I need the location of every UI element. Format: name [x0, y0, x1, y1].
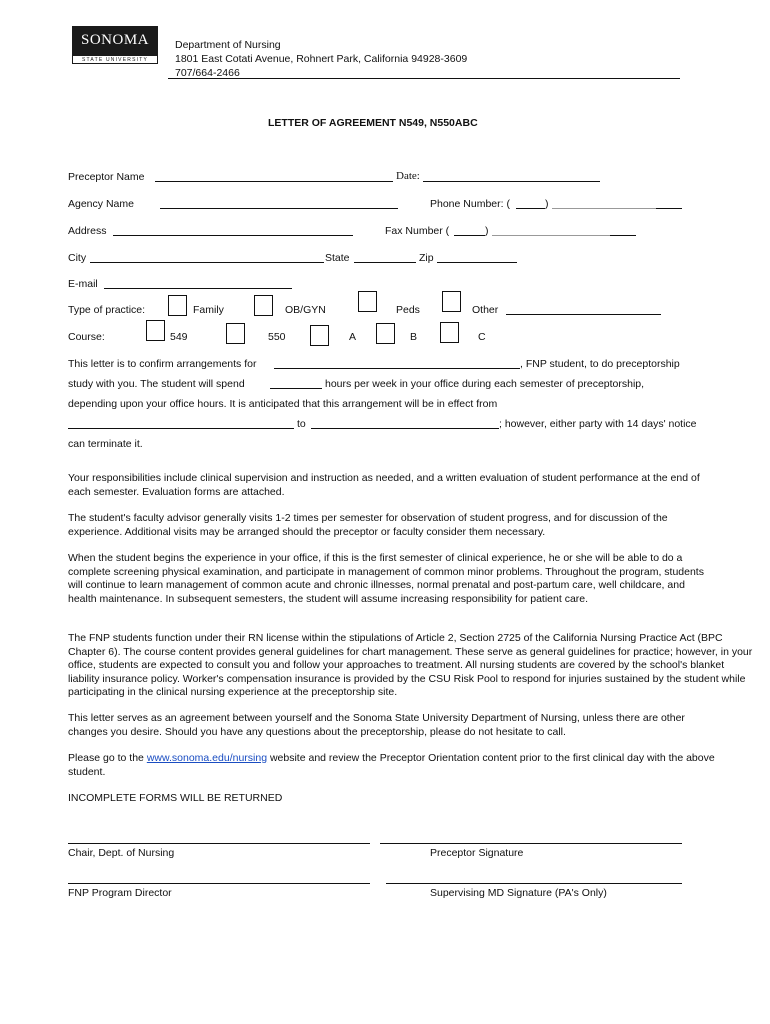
confirm-line-1-start: This letter is to confirm arrangements for: [68, 358, 257, 370]
phone-ext-field[interactable]: [656, 198, 682, 209]
nursing-website-link[interactable]: www.sonoma.edu/nursing: [146, 752, 268, 764]
address-label: Address: [68, 225, 107, 237]
state-field[interactable]: [354, 252, 416, 263]
confirm-line-1-end: , FNP student, to do preceptorship: [520, 358, 680, 370]
course-b-label: B: [410, 331, 418, 343]
zip-label: Zip: [419, 252, 434, 264]
city-label: City: [68, 252, 87, 264]
chair-signature-line[interactable]: [68, 843, 370, 844]
paragraph-faculty-advisor: The student's faculty advisor generally visits 1-2 times per semester for observation of student progress, and for discussion of the experience. Additional visits may be arranged should the preceptor or faculty consider them necessary.: [68, 512, 668, 538]
fax-close-paren: ): [485, 225, 489, 237]
website-text-end: website and review the Preceptor Orientation content prior to the first clinical day with the above student.: [68, 752, 715, 778]
preceptor-signature-label: Preceptor Signature: [430, 847, 524, 859]
checkbox-549[interactable]: [146, 320, 165, 341]
practice-family-label: Family: [193, 304, 224, 316]
confirm-line-2-end: hours per week in your office during each semester of preceptorship,: [325, 378, 645, 390]
checkbox-peds[interactable]: [358, 291, 377, 312]
fax-ext-field[interactable]: [610, 225, 636, 236]
director-signature-line[interactable]: [68, 883, 370, 884]
fax-number-label: Fax Number (: [385, 225, 450, 237]
practice-other-label: Other: [472, 304, 499, 316]
start-date-field[interactable]: [68, 418, 294, 429]
website-text-start: Please go to the: [68, 752, 147, 764]
header-address: 1801 East Cotati Avenue, Rohnert Park, California 94928-3609: [175, 53, 468, 65]
phone-number-field[interactable]: [552, 198, 656, 209]
confirm-line-2-start: study with you. The student will spend: [68, 378, 245, 390]
confirm-line-3: depending upon your office hours. It is anticipated that this arrangement will be in effect from: [68, 398, 498, 410]
confirm-line-5: can terminate it.: [68, 438, 143, 450]
confirm-to: to: [297, 418, 306, 430]
director-signature-label: FNP Program Director: [68, 887, 172, 899]
checkbox-obgyn[interactable]: [254, 295, 273, 316]
date-field[interactable]: [423, 171, 600, 182]
phone-number-label: Phone Number: (: [430, 198, 510, 210]
practice-other-field[interactable]: [506, 304, 661, 315]
paragraph-student-experience: When the student begins the experience in your office, if this is the first semester of clinical experience, he or she will be able to do a complete screening physical examination, and participate in management of common minor problems. Throughout the program, students will continue to learn management of common acute and chronic illnesses, normal prenatal and post-partum care, well childcare, and health maintenance. In subsequent semesters, the student will assume increasing responsibility for patient care.: [68, 552, 704, 605]
logo-name: SONOMA: [80, 32, 149, 48]
checkbox-other[interactable]: [442, 291, 461, 312]
checkbox-family[interactable]: [168, 295, 187, 316]
md-signature-line[interactable]: [386, 883, 682, 884]
header-dept: Department of Nursing: [175, 39, 281, 51]
md-signature-label: Supervising MD Signature (PA's Only): [430, 887, 607, 899]
logo-subtitle: STATE UNIVERSITY: [72, 55, 158, 64]
checkbox-a[interactable]: [310, 325, 329, 346]
practice-peds-label: Peds: [396, 304, 420, 316]
incomplete-forms-notice: INCOMPLETE FORMS WILL BE RETURNED: [68, 792, 283, 804]
email-field[interactable]: [104, 278, 292, 289]
city-field[interactable]: [90, 252, 324, 263]
zip-field[interactable]: [437, 252, 517, 263]
page-title: LETTER OF AGREEMENT N549, N550ABC: [268, 117, 478, 129]
date-label: Date:: [396, 170, 420, 182]
fax-number-field[interactable]: [492, 225, 610, 236]
header-phone: 707/664-2466: [175, 67, 240, 79]
state-label: State: [325, 252, 350, 264]
address-field[interactable]: [113, 225, 353, 236]
paragraph-agreement: This letter serves as an agreement between yourself and the Sonoma State University Department of Nursing, unless there are other changes you desire. Should you have any questions about the preceptorship, please do not hesitate to call.: [68, 712, 685, 738]
practice-obgyn-label: OB/GYN: [285, 304, 326, 316]
course-label: Course:: [68, 331, 105, 343]
paragraph-responsibilities: Your responsibilities include clinical supervision and instruction as needed, and a written evaluation of student performance at the end of each semester. Evaluation forms are attached.: [68, 472, 700, 498]
fax-area-code-field[interactable]: [454, 225, 485, 236]
course-a-label: A: [349, 331, 357, 343]
end-date-field[interactable]: [311, 418, 499, 429]
phone-close-paren: ): [545, 198, 549, 210]
confirm-line-4-end: ; however, either party with 14 days' notice: [499, 418, 697, 430]
preceptor-signature-line[interactable]: [380, 843, 682, 844]
course-550-label: 550: [268, 331, 286, 343]
preceptor-name-field[interactable]: [155, 171, 393, 182]
course-549-label: 549: [170, 331, 188, 343]
paragraph-fnp-license: The FNP students function under their RN license within the stipulations of Article 2, Section 2725 of the California Nursing Practice Act (BPC Chapter 6). The course content provides general guidelines for chart management. These serve as general guidelines for practice; however, in your office, students are expected to consult you and follow your approaches to treatment. All nursing students are covered by the school's blanket liability insurance policy. Worker's compensation insurance is provided by the CSU Risk Pool to respond for injuries sustained by the student while participating in the clinical nursing experience at the preceptorship site.: [68, 632, 753, 698]
hours-per-week-field[interactable]: [270, 378, 322, 389]
course-c-label: C: [478, 331, 486, 343]
header-divider: [168, 78, 680, 79]
checkbox-550[interactable]: [226, 323, 245, 344]
paragraph-website: [68, 752, 718, 779]
checkbox-c[interactable]: [440, 322, 459, 343]
chair-signature-label: Chair, Dept. of Nursing: [68, 847, 175, 859]
agency-name-field[interactable]: [160, 198, 398, 209]
agency-name-label: Agency Name: [68, 198, 134, 210]
phone-area-code-field[interactable]: [516, 198, 545, 209]
email-label: E-mail: [68, 278, 98, 290]
student-name-field[interactable]: [274, 358, 520, 369]
sonoma-state-logo: [72, 26, 158, 64]
practice-type-label: Type of practice:: [68, 304, 146, 316]
checkbox-b[interactable]: [376, 323, 395, 344]
preceptor-name-label: Preceptor Name: [68, 171, 145, 183]
